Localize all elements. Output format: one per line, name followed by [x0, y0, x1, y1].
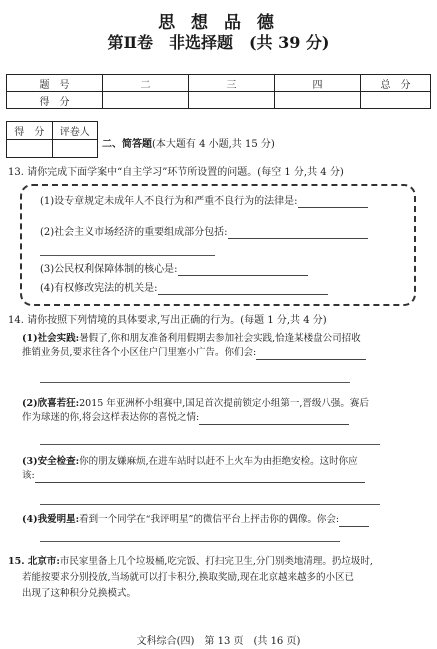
- score-cell[interactable]: [189, 92, 275, 109]
- grader-score-label: 得 分: [7, 122, 53, 140]
- score-table-header-1: 题 号: [7, 75, 103, 92]
- q14-scenario-1: (1)社会实践:暑假了,你和朋友准备利用假期去参加社会实践,恰逢某楼盘公司招收 推销业务员,要求往各个小区住户门里塞小广告。你们会:: [22, 332, 424, 360]
- answer-line[interactable]: [40, 541, 340, 542]
- score-cell[interactable]: [103, 92, 189, 109]
- answer-blank[interactable]: [228, 228, 368, 239]
- score-table-header-5: 总 分: [361, 75, 431, 92]
- score-cell[interactable]: [275, 92, 361, 109]
- answer-line[interactable]: [40, 504, 380, 505]
- q14-scenario-4: (4)我爱明星:看到一个同学在“我评明星”的微信平台上抨击你的偶像。你会:: [22, 513, 432, 527]
- score-cell[interactable]: [361, 92, 431, 109]
- page-title: 思 想 品 德: [158, 13, 279, 33]
- q14-scenario-2: (2)欣喜若狂:2015 年亚洲杯小组赛中,国足首次提前锁定小组第一,晋级八强。赛后 作为球迷的你,将会这样表达你的喜悦之情:: [22, 398, 369, 423]
- q13-item-3: (3)公民权利保障体制的核心是:: [40, 263, 308, 276]
- q13-item-2: (2)社会主义市场经济的重要组成部分包括:: [40, 226, 368, 239]
- section-note: (本大题有 4 小题,共 15 分): [152, 139, 275, 150]
- answer-blank[interactable]: [35, 472, 365, 483]
- page-footer: 文科综合(四) 第 13 页 (共 16 页): [136, 636, 301, 647]
- q13-item-4: (4)有权修改宪法的机关是:: [40, 282, 328, 295]
- answer-line[interactable]: [40, 255, 215, 256]
- page-subtitle: 第Ⅱ卷 非选择题 (共 39 分): [107, 33, 330, 52]
- grader-score-cell[interactable]: [7, 140, 53, 158]
- answer-blank[interactable]: [339, 516, 369, 527]
- answer-blank[interactable]: [158, 284, 328, 295]
- q14-scenario-3: (3)安全检查:你的朋友嫌麻烦,在进车站时以赶不上火车为由拒绝安检。这时你应 该:: [22, 455, 424, 483]
- score-table-header-2: 二: [103, 75, 189, 92]
- section-label: 二、简答题: [102, 139, 152, 150]
- answer-blank[interactable]: [298, 197, 368, 208]
- answer-blank[interactable]: [199, 414, 349, 425]
- grader-label: 评卷人: [52, 122, 98, 140]
- score-table-row-label: 得 分: [7, 92, 103, 109]
- score-table: [6, 74, 431, 109]
- answer-line[interactable]: [40, 444, 380, 445]
- section-heading: [102, 135, 275, 150]
- grader-name-cell[interactable]: [52, 140, 98, 158]
- answer-blank[interactable]: [178, 265, 308, 276]
- grader-table: [6, 121, 98, 158]
- question-14-prompt: 14. 请你按照下列情境的具体要求,写出正确的行为。(每题 1 分,共 4 分): [8, 315, 327, 326]
- answer-line[interactable]: [40, 382, 350, 383]
- question-13-prompt: 13. 请你完成下面学案中“自主学习”环节所设置的问题。(每空 1 分,共 4 分): [8, 167, 344, 178]
- q13-item-1: (1)设专章规定未成年人不良行为和严重不良行为的法律是:: [40, 195, 368, 208]
- answer-blank[interactable]: [256, 349, 366, 360]
- question-15: 15. 北京市:市民家里备上几个垃圾桶,吃完饭、打扫完卫生,分门别类地清理。扔垃圾时, 若能按要求分别投放,当场就可以打卡积分,换取奖励,现在北京越来越多的小区已 出现了这种积分兑换模式。: [8, 556, 373, 599]
- score-table-header-4: 四: [275, 75, 361, 92]
- score-table-header-3: 三: [189, 75, 275, 92]
